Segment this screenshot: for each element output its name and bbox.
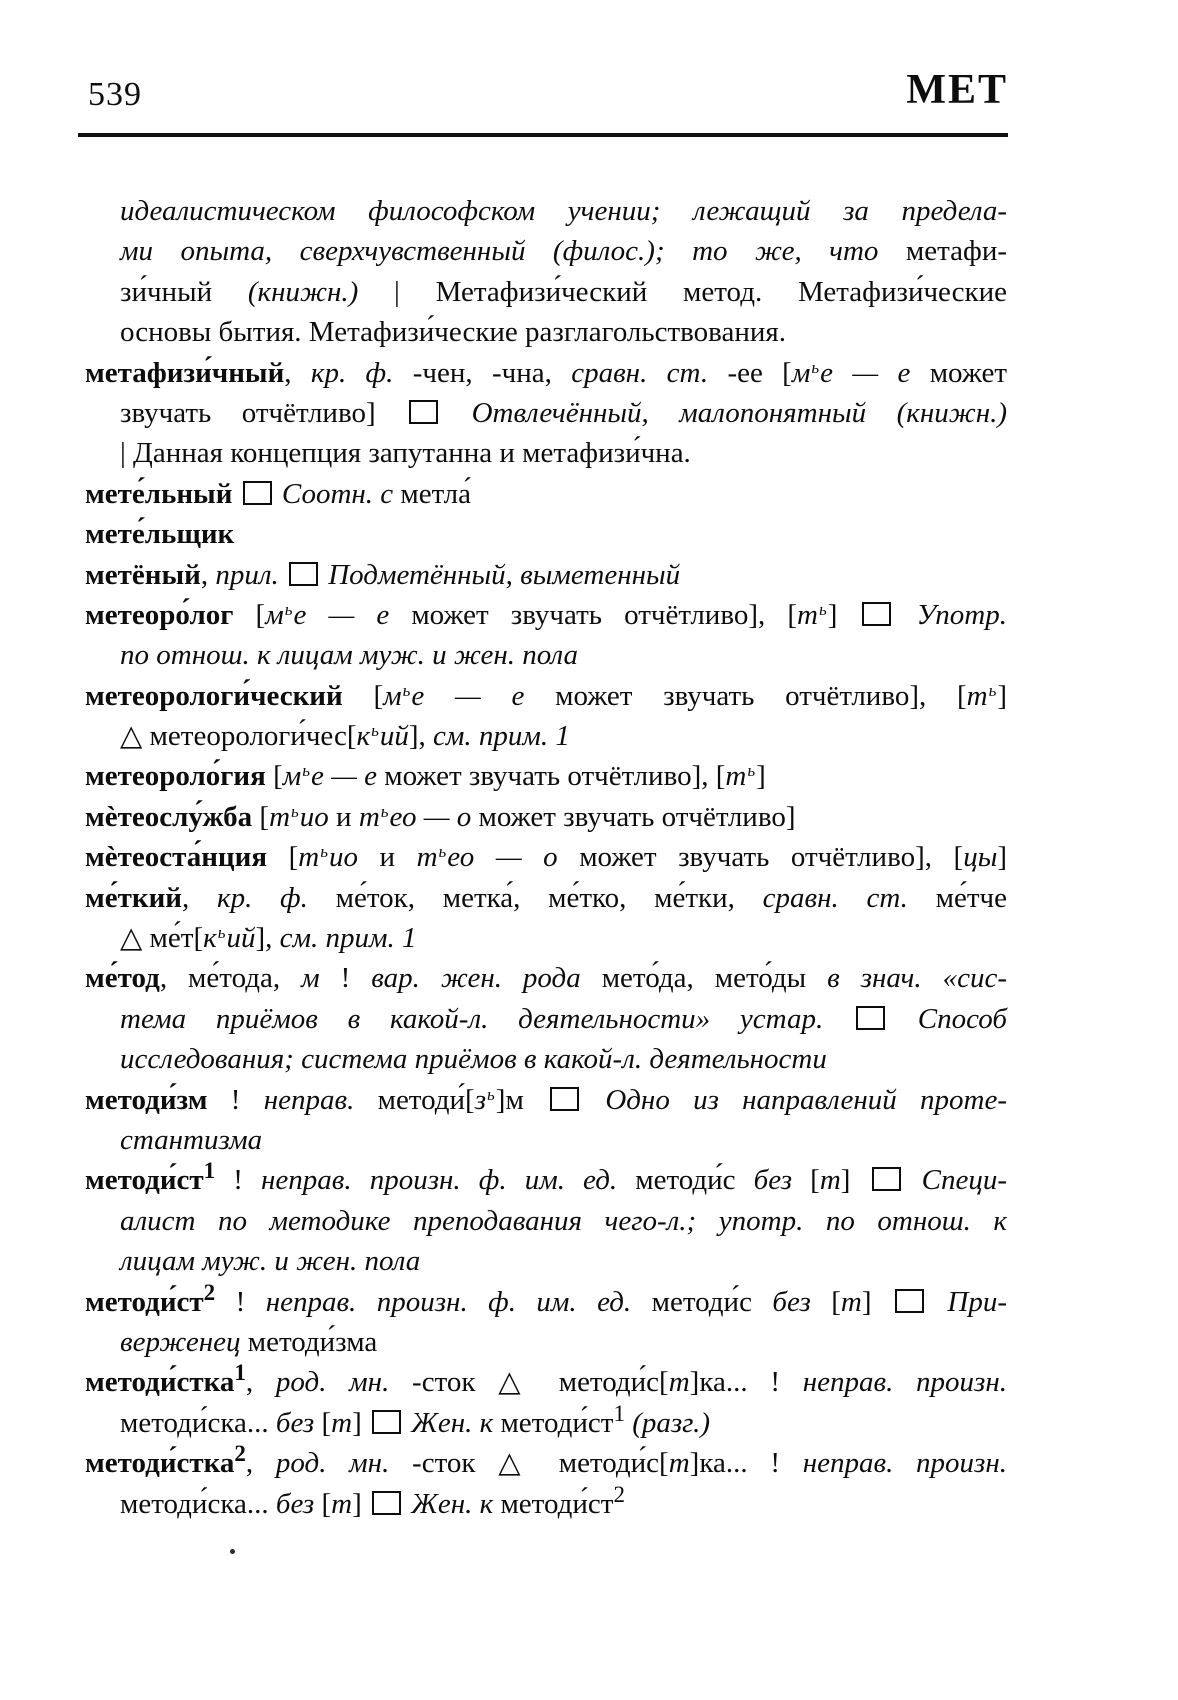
dictionary-line (85, 393, 1007, 433)
text-segment: ] (840, 1164, 869, 1197)
dictionary-line (85, 514, 1007, 554)
text-segment: метеорологи́ческий (85, 679, 343, 712)
text-segment: неправ. произн. (802, 1447, 1007, 1480)
text-segment: ми опыта, сверхчувственный (филос.); то же, что (120, 235, 906, 268)
dictionary-line (85, 353, 1007, 393)
text-segment: ео — о (389, 800, 472, 833)
dictionary-line (85, 312, 1007, 352)
text-segment: При- (926, 1285, 1007, 1318)
dictionary-line (85, 635, 1007, 675)
text-segment: Специ- (903, 1164, 1007, 1197)
text-segment: без (275, 1406, 315, 1439)
text-segment: м (282, 760, 302, 793)
text-segment: , (284, 356, 311, 389)
text-segment: исследования; система приёмов в какой-л. деятельности (120, 1043, 827, 1076)
text-segment: ]ка... ! (689, 1366, 803, 1399)
text-segment: , (245, 1447, 276, 1480)
text-segment: может (910, 356, 1008, 389)
text-segment: △ ме́т[ (120, 922, 204, 955)
text-segment: ь (988, 680, 997, 700)
text-segment: ! (207, 1083, 264, 1116)
definition-box-icon (895, 1289, 924, 1313)
dictionary-line (85, 1160, 1007, 1200)
text-segment: род. мн. (275, 1366, 390, 1399)
text-segment: е — е (820, 356, 911, 389)
text-segment: е — е (293, 598, 390, 631)
text-segment: и (357, 841, 417, 874)
text-segment: Употр. (894, 598, 1007, 631)
text-segment: идеалистическом философском учении; лежащий за предела- (120, 195, 1007, 227)
text-segment: см. прим. 1 (433, 720, 570, 753)
text-segment: т (966, 679, 988, 712)
text-segment: сравн. ст. (762, 881, 908, 914)
text-segment: , (200, 558, 216, 591)
dictionary-line (85, 756, 1007, 796)
text-segment: т (840, 1285, 862, 1318)
text-segment: т (358, 800, 380, 833)
dictionary-line (85, 555, 1007, 595)
dictionary-line (85, 231, 1007, 271)
text-segment: [ (265, 760, 283, 793)
text-segment: 1 (613, 1400, 625, 1426)
text-segment: Отвлечённый, малопонятный (книжн.) (441, 396, 1007, 429)
dictionary-line (85, 272, 1007, 312)
text-segment: методи́стка (85, 1447, 235, 1480)
text-segment: в знач. «сис- (827, 962, 1007, 995)
text-segment: методи́ска... (120, 1487, 276, 1520)
text-segment: без (772, 1285, 811, 1318)
text-segment: звучать отчётливо] (120, 396, 407, 429)
dictionary-line (85, 878, 1007, 918)
text-segment: мѐтеоста́нция (85, 841, 268, 874)
text-segment: методи́с (617, 1164, 754, 1197)
text-segment: [ (810, 1285, 841, 1318)
text-segment: Жен. к (404, 1487, 501, 1520)
text-segment: , (245, 1366, 276, 1399)
text-segment: ] (997, 679, 1007, 712)
text-segment: методи́зма (247, 1325, 378, 1358)
definition-box-icon (372, 1410, 401, 1434)
text-segment: (книжн.) (247, 275, 359, 308)
text-segment: ь (320, 842, 328, 862)
text-segment: т (668, 1366, 690, 1399)
text-segment: [ (252, 800, 270, 833)
guide-word: МЕТ (906, 67, 1008, 113)
text-segment: -чен, -чна, (393, 356, 572, 389)
text-segment: ] (827, 598, 860, 631)
dictionary-line (85, 595, 1007, 635)
text-segment: методи́стка (85, 1366, 235, 1399)
dictionary-line (85, 1201, 1007, 1241)
text-segment: ь (438, 842, 447, 862)
dictionary-line (85, 918, 1007, 958)
text-segment: ], (408, 720, 434, 753)
text-segment: ! (215, 1164, 262, 1197)
definition-box-icon (862, 602, 891, 626)
text-segment: см. прим. 1 (279, 922, 417, 955)
text-segment: Соотн. с (274, 477, 401, 510)
text-segment: ь (217, 923, 226, 943)
text-segment: ий (379, 720, 409, 753)
text-segment: -сток △ методи́с[ (389, 1366, 669, 1399)
text-segment: т (331, 1406, 353, 1439)
text-segment: ! (215, 1285, 266, 1318)
text-segment: 2 (203, 1279, 216, 1305)
dictionary-text-block (85, 191, 1007, 1524)
text-segment: может звучать отчётливо], [ (557, 841, 964, 874)
text-segment: м (265, 598, 284, 631)
text-segment: [ (314, 1487, 332, 1520)
text-segment: ь (487, 1084, 495, 1104)
text-segment: т (298, 841, 320, 874)
text-segment: ео — о (447, 841, 558, 874)
text-segment: (разг.) (624, 1406, 710, 1439)
text-segment: без (275, 1487, 315, 1520)
text-segment: мете́льщик (85, 518, 235, 551)
text-segment: т (819, 1164, 841, 1197)
text-segment: и (328, 800, 359, 833)
text-segment: ь (284, 599, 293, 619)
text-segment: ] (997, 841, 1007, 874)
text-segment: алист по методике преподавания чего-л.; употр. по отнош. к (120, 1204, 1007, 1237)
text-segment: , (182, 881, 217, 914)
text-segment: методи́ска... (120, 1406, 276, 1439)
text-segment: ь (402, 680, 411, 700)
text-segment: мѐтеослу́жба (85, 800, 253, 833)
text-segment: лицам муж. и жен. пола (120, 1245, 421, 1278)
text-segment: ме́тод (85, 962, 160, 995)
text-segment: основы бытия. Метафизи́ческие разглагольствования. (120, 316, 786, 349)
dictionary-line (85, 1362, 1007, 1402)
text-segment: ]ка... ! (689, 1447, 803, 1480)
text-segment: методи́зм (85, 1083, 208, 1116)
text-segment: ме́ток, метка́, ме́тко, ме́тки, (307, 881, 763, 914)
text-segment: ь (371, 721, 379, 741)
text-segment: ь (811, 357, 820, 377)
definition-box-icon (856, 1006, 885, 1030)
text-segment: ] (352, 1406, 370, 1439)
definition-box-icon (289, 562, 318, 586)
text-segment: ], (255, 922, 280, 955)
definition-box-icon (243, 481, 272, 505)
text-segment: методи́ст (500, 1487, 614, 1520)
text-segment: т (269, 800, 291, 833)
text-segment: ь (818, 599, 827, 619)
text-segment: мето́да, мето́ды (580, 962, 828, 995)
text-segment: зи́чный (120, 275, 248, 308)
definition-box-icon (872, 1167, 901, 1191)
text-segment: Подметённый, выметенный (320, 558, 681, 591)
text-segment: [ (342, 679, 384, 712)
text-segment: 1 (203, 1158, 216, 1184)
text-segment: к (356, 720, 371, 753)
dictionary-line (85, 433, 1007, 473)
dictionary-line (85, 1322, 1007, 1362)
text-segment: без (753, 1164, 793, 1197)
text-segment: е — е (411, 679, 525, 712)
text-segment: т (668, 1447, 690, 1480)
text-segment: метеоро́лог (85, 598, 234, 631)
text-segment: тема приёмов в какой-л. деятельности» устар. (120, 1002, 854, 1035)
dictionary-line (85, 797, 1007, 837)
stray-dot (230, 1549, 235, 1554)
text-segment: ] (756, 760, 766, 793)
dictionary-line (85, 1481, 1007, 1524)
text-segment: т (797, 598, 818, 631)
definition-box-icon (550, 1087, 579, 1111)
dictionary-line (85, 1039, 1007, 1079)
dictionary-line (85, 958, 1007, 998)
text-segment: [ (314, 1406, 332, 1439)
text-segment: ь (302, 761, 311, 781)
text-segment: может звучать отчётливо] (471, 800, 796, 833)
dictionary-line (85, 1241, 1007, 1281)
text-segment: ме́ткий (85, 881, 182, 914)
text-segment: ] (861, 1285, 892, 1318)
page-number: 539 (88, 76, 142, 113)
text-segment: вар. жен. рода (371, 962, 581, 995)
text-segment: стантизма (120, 1123, 263, 1156)
text-segment: метёный (85, 558, 201, 591)
text-segment: 2 (613, 1481, 625, 1507)
text-segment: [ (233, 598, 266, 631)
text-segment: метафизи́чный (85, 356, 285, 389)
text-segment: Способ (888, 1002, 1007, 1035)
text-segment: метеороло́гия (85, 760, 266, 793)
dictionary-line (85, 837, 1007, 877)
dictionary-line (85, 676, 1007, 716)
dictionary-line (85, 474, 1007, 514)
text-segment: м (383, 679, 402, 712)
text-segment: неправ. произн. ф. им. ед. (265, 1285, 632, 1318)
text-segment: неправ. (263, 1083, 355, 1116)
text-segment: △ метеорологи́чес[ (120, 720, 357, 753)
text-segment: методи́с (631, 1285, 773, 1318)
text-segment: ио (299, 800, 329, 833)
text-segment: | Данная концепция запутанна и метафизи́чна. (120, 437, 691, 470)
dictionary-line (85, 1080, 1007, 1120)
text-segment: м (301, 962, 320, 995)
text-segment: кр. ф. (217, 881, 308, 914)
definition-box-icon (409, 400, 438, 424)
text-segment: к (203, 922, 217, 955)
text-segment: неправ. произн. (802, 1366, 1007, 1399)
text-segment: кр. ф. (310, 356, 394, 389)
text-segment: т (416, 841, 438, 874)
text-segment: е — е (311, 760, 378, 793)
text-segment: 1 (234, 1360, 246, 1386)
text-segment: м (791, 356, 811, 389)
text-segment: [ (267, 841, 299, 874)
text-segment: т (725, 760, 747, 793)
text-segment: метафи- (905, 235, 1007, 268)
text-segment: ме́тче (907, 881, 1008, 914)
text-segment: методи́[ (354, 1083, 475, 1116)
text-segment: Одно из направлений проте- (582, 1083, 1007, 1116)
text-segment: по отнош. к лицам муж. и жен. пола (120, 639, 579, 672)
text-segment: неправ. произн. ф. им. ед. (261, 1164, 618, 1197)
text-segment: ь (747, 761, 756, 781)
text-segment: з (474, 1083, 487, 1116)
text-segment: методи́ст (500, 1406, 614, 1439)
text-segment: , ме́тода, (159, 962, 302, 995)
text-segment: методи́ст (85, 1285, 204, 1318)
text-segment: род. мн. (275, 1447, 390, 1480)
text-segment: методи́ст (85, 1164, 204, 1197)
text-segment: сравн. ст. (571, 356, 709, 389)
text-segment: Жен. к (404, 1406, 501, 1439)
text-segment: ! (319, 962, 372, 995)
text-segment: метла́ (400, 477, 471, 510)
text-segment: ь (380, 801, 389, 821)
text-segment: -сток △ методи́с[ (389, 1447, 669, 1480)
text-segment: цы (963, 841, 998, 874)
dictionary-line (85, 1443, 1007, 1483)
text-segment: верженец (120, 1325, 248, 1358)
text-segment: 2 (234, 1441, 246, 1467)
dictionary-line (85, 1279, 1007, 1322)
text-segment: прил. (215, 558, 286, 591)
text-segment: может звучать отчётливо], [ (524, 679, 967, 712)
text-segment: ]м (495, 1083, 548, 1116)
dictionary-line (85, 191, 1007, 231)
text-segment: ь (291, 801, 299, 821)
dictionary-line (85, 1400, 1007, 1443)
dictionary-line (85, 1120, 1007, 1160)
text-segment: ий (226, 922, 256, 955)
header-rule (78, 133, 1008, 137)
dictionary-line (85, 716, 1007, 756)
text-segment: ] (352, 1487, 370, 1520)
text-segment: [ (792, 1164, 820, 1197)
text-segment: т (331, 1487, 353, 1520)
text-segment: -ее [ (708, 356, 792, 389)
text-segment: | Метафизи́ческий метод. Метафизи́ческие (358, 275, 1007, 308)
text-segment: мете́льный (85, 477, 240, 510)
definition-box-icon (372, 1491, 401, 1515)
text-segment: может звучать отчётливо], [ (377, 760, 726, 793)
text-segment: может звучать отчётливо], [ (389, 598, 797, 631)
dictionary-line (85, 999, 1007, 1039)
text-segment: ио (328, 841, 358, 874)
